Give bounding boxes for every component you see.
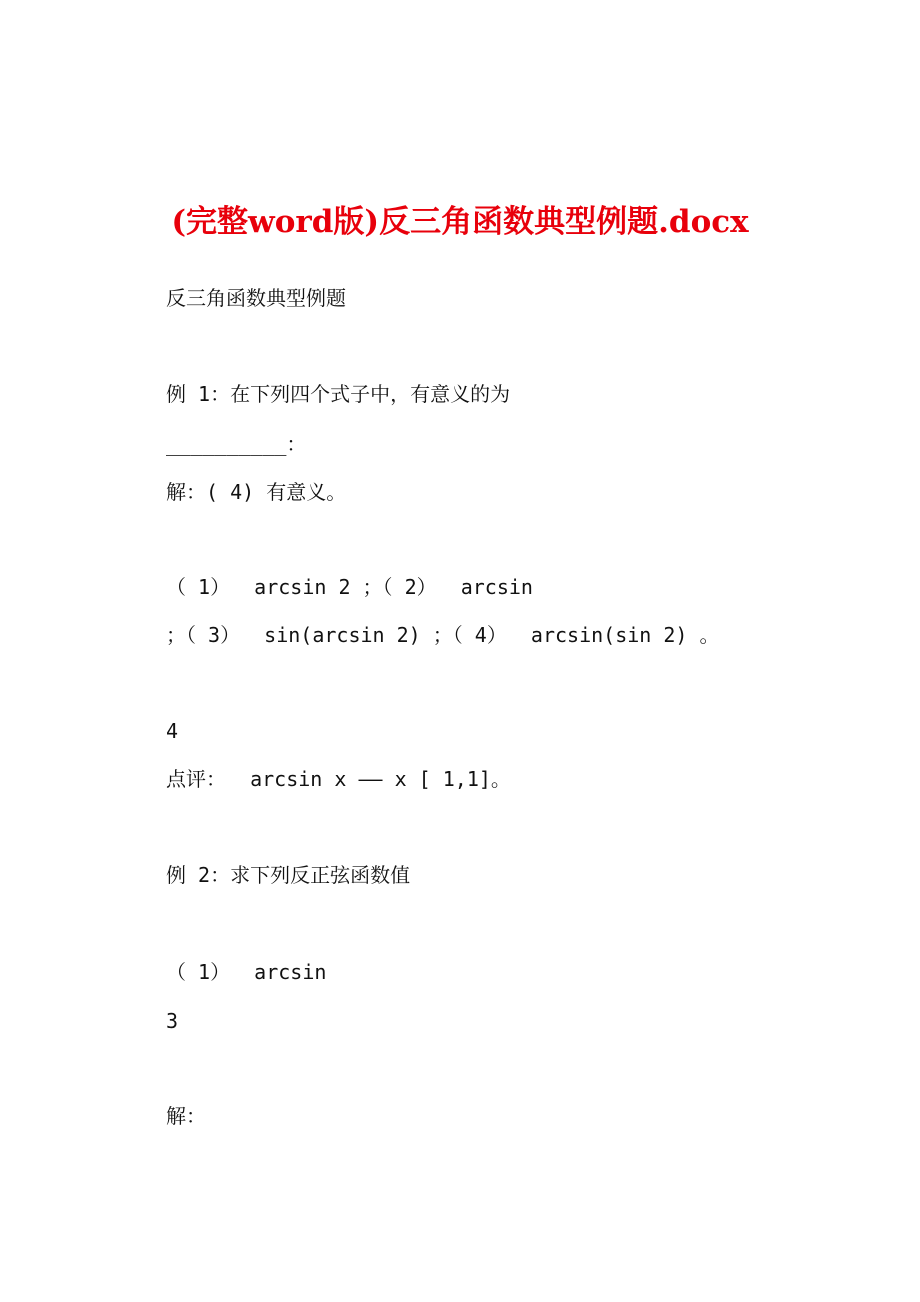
example-1-options-line-1: （ 1） arcsin 2 ；（ 2） arcsin bbox=[166, 575, 533, 599]
example-1-options-line-2: ；（ 3） sin(arcsin 2) ；（ 4） arcsin(sin 2) 。 bbox=[166, 623, 720, 647]
answer-blank: __________： bbox=[166, 432, 307, 456]
example-1-solution: 解：( 4) 有意义。 bbox=[166, 480, 347, 504]
example-2-item-1: （ 1） arcsin bbox=[166, 960, 327, 984]
document-title: (完整word版)反三角函数典型例题.docx bbox=[171, 204, 749, 240]
example-1-question: 例 1：在下列四个式子中，有意义的为 bbox=[166, 382, 511, 406]
example-2-question: 例 2：求下列反正弦函数值 bbox=[166, 863, 411, 887]
example-2-solution: 解： bbox=[166, 1104, 206, 1128]
section-heading: 反三角函数典型例题 bbox=[166, 286, 346, 310]
example-1-comment: 点评： arcsin x —— x [ 1,1]。 bbox=[166, 767, 511, 791]
fraction-denominator: 3 bbox=[166, 1009, 179, 1033]
fraction-denominator: 4 bbox=[166, 719, 179, 743]
